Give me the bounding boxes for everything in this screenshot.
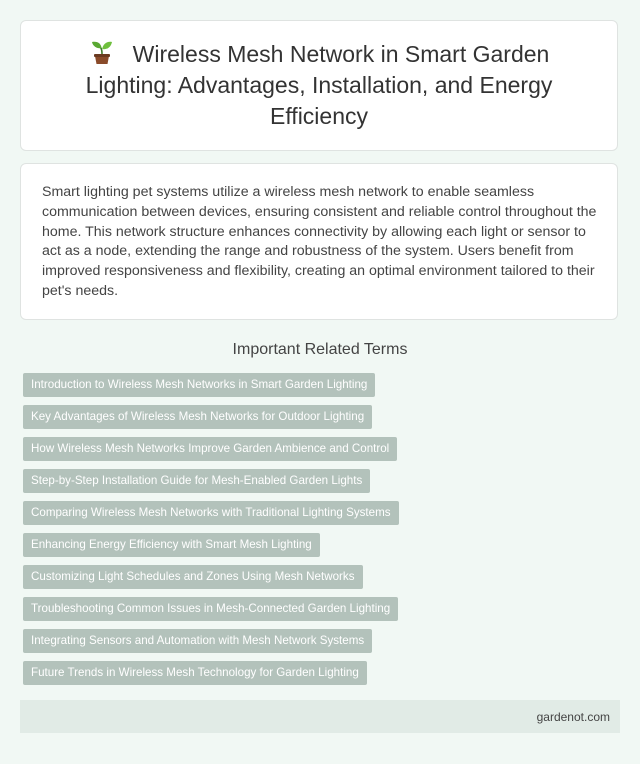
description-text: Smart lighting pet systems utilize a wireless mesh network to enable seamless communication between devices, ensuring consistent and reliable control throughout the home. This network structure enhances connectivity by allowing each light or sensor to act as a node, extending the range and robustness of the system. Users benefit from improved responsiveness and flexibility, creating an optimal environment tailored to their pet's needs.	[42, 184, 597, 299]
site-name[interactable]: gardenot.com	[536, 709, 610, 724]
related-terms-heading: Important Related Terms	[232, 341, 408, 358]
related-term-tag[interactable]: Integrating Sensors and Automation with Mesh Network Systems	[23, 629, 372, 653]
related-term-tag[interactable]: Step-by-Step Installation Guide for Mesh-Enabled Garden Lights	[23, 469, 370, 493]
related-term-tag[interactable]: Comparing Wireless Mesh Networks with Traditional Lighting Systems	[23, 501, 399, 525]
title-card	[20, 20, 618, 151]
page-title	[61, 39, 577, 132]
sprout-icon	[89, 39, 115, 65]
footer-bar	[20, 700, 620, 733]
related-terms-list	[23, 373, 399, 693]
description-card	[20, 163, 618, 320]
related-term-tag[interactable]: Key Advantages of Wireless Mesh Networks for Outdoor Lighting	[23, 405, 372, 429]
related-term-tag[interactable]: Introduction to Wireless Mesh Networks in Smart Garden Lighting	[23, 373, 375, 397]
page-title-text: Wireless Mesh Network in Smart Garden Lighting: Advantages, Installation, and Energy Efficiency	[85, 41, 553, 129]
related-term-tag[interactable]: Future Trends in Wireless Mesh Technology for Garden Lighting	[23, 661, 367, 685]
related-term-tag[interactable]: Customizing Light Schedules and Zones Using Mesh Networks	[23, 565, 363, 589]
related-term-tag[interactable]: Enhancing Energy Efficiency with Smart Mesh Lighting	[23, 533, 320, 557]
related-term-tag[interactable]: How Wireless Mesh Networks Improve Garden Ambience and Control	[23, 437, 397, 461]
related-term-tag[interactable]: Troubleshooting Common Issues in Mesh-Connected Garden Lighting	[23, 597, 398, 621]
